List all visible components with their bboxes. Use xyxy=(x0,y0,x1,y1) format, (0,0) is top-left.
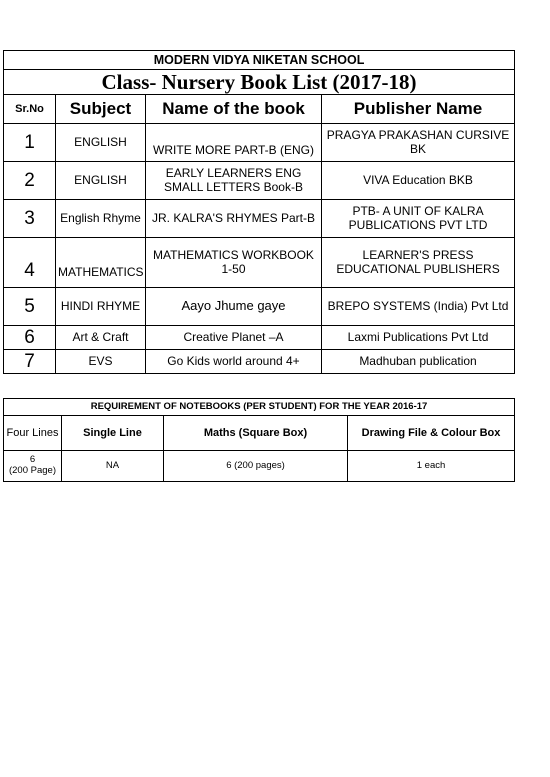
header-publisher: Publisher Name xyxy=(322,95,515,124)
header-book-name: Name of the book xyxy=(146,95,322,124)
row-book-name: EARLY LEARNERS ENG SMALL LETTERS Book-B xyxy=(146,162,322,200)
header-maths: Maths (Square Box) xyxy=(164,416,348,451)
table-row xyxy=(4,350,515,374)
maths-value: 6 (200 pages) xyxy=(164,451,348,482)
header-four-lines: Four Lines xyxy=(4,416,62,451)
row-subject: Art & Craft xyxy=(56,326,146,350)
row-srno: 2 xyxy=(4,162,56,200)
table-row xyxy=(4,326,515,350)
notebook-values-row xyxy=(4,451,515,482)
header-drawing: Drawing File & Colour Box xyxy=(348,416,515,451)
table-row xyxy=(4,288,515,326)
single-line-value: NA xyxy=(62,451,164,482)
row-subject: MATHEMATICS xyxy=(56,238,146,288)
row-book-name: JR. KALRA'S RHYMES Part-B xyxy=(146,200,322,238)
row-publisher: LEARNER'S PRESS EDUCATIONAL PUBLISHERS xyxy=(322,238,515,288)
four-lines-value xyxy=(4,451,62,482)
four-lines-note: (200 Page) xyxy=(8,465,56,476)
row-publisher: Madhuban publication xyxy=(322,350,515,374)
row-subject: English Rhyme xyxy=(56,200,146,238)
row-publisher: BREPO SYSTEMS (India) Pvt Ltd xyxy=(322,288,515,326)
table-row xyxy=(4,238,515,288)
row-publisher: Laxmi Publications Pvt Ltd xyxy=(322,326,515,350)
notebook-table-title: REQUIREMENT OF NOTEBOOKS (PER STUDENT) FOR THE YEAR 2016-17 xyxy=(4,399,515,416)
row-book-name: WRITE MORE PART-B (ENG) xyxy=(146,124,322,162)
book-list-table xyxy=(3,50,515,374)
row-book-name: Go Kids world around 4+ xyxy=(146,350,322,374)
header-subject: Subject xyxy=(56,95,146,124)
book-table-header-row xyxy=(4,95,515,124)
row-srno: 3 xyxy=(4,200,56,238)
table-row xyxy=(4,124,515,162)
header-single-line: Single Line xyxy=(62,416,164,451)
table-row xyxy=(4,200,515,238)
table-row xyxy=(4,162,515,200)
row-book-name: Creative Planet –A xyxy=(146,326,322,350)
notebook-requirement-table xyxy=(3,398,515,482)
row-srno: 5 xyxy=(4,288,56,326)
header-srno: Sr.No xyxy=(4,95,56,124)
row-book-name: Aayo Jhume gaye xyxy=(146,288,322,326)
notebook-header-row xyxy=(4,416,515,451)
class-title: Class- Nursery Book List (2017-18) xyxy=(4,70,515,95)
row-publisher: PRAGYA PRAKASHAN CURSIVE BK xyxy=(322,124,515,162)
row-publisher: VIVA Education BKB xyxy=(322,162,515,200)
row-srno: 6 xyxy=(4,326,56,350)
row-subject: ENGLISH xyxy=(56,124,146,162)
row-srno: 1 xyxy=(4,124,56,162)
row-subject: HINDI RHYME xyxy=(56,288,146,326)
row-srno: 7 xyxy=(4,350,56,374)
row-srno: 4 xyxy=(4,238,56,288)
school-name: MODERN VIDYA NIKETAN SCHOOL xyxy=(4,51,515,70)
drawing-value: 1 each xyxy=(348,451,515,482)
four-lines-count: 6 xyxy=(29,454,36,466)
row-publisher: PTB- A UNIT OF KALRA PUBLICATIONS PVT LTD xyxy=(322,200,515,238)
row-subject: ENGLISH xyxy=(56,162,146,200)
row-subject: EVS xyxy=(56,350,146,374)
row-book-name: MATHEMATICS WORKBOOK 1-50 xyxy=(146,238,322,288)
